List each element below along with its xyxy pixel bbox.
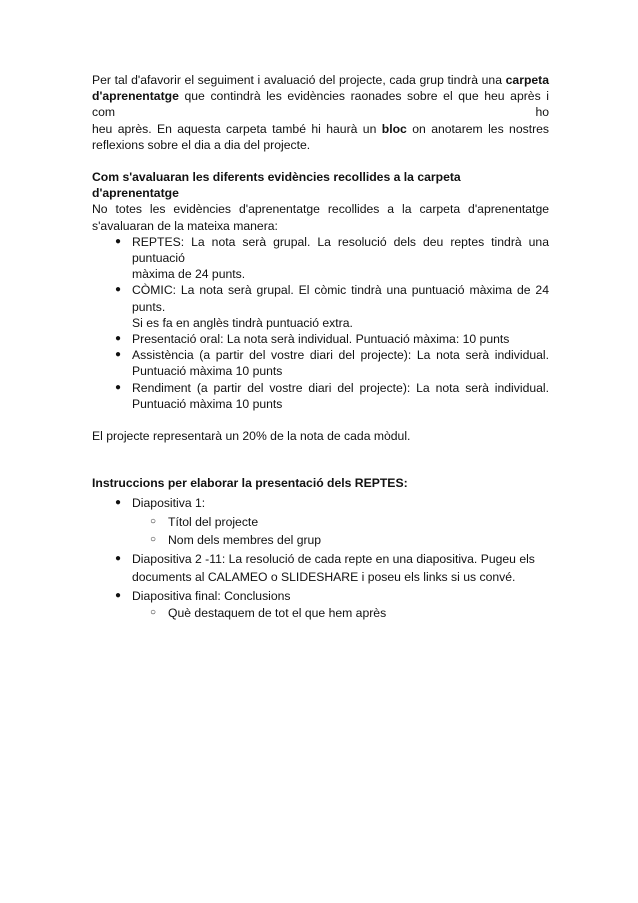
list-item-text: Diapositiva final: Conclusions bbox=[132, 588, 291, 603]
sub-list-item bbox=[132, 513, 549, 532]
sub-list bbox=[132, 513, 549, 550]
bullet-icon: ● bbox=[114, 381, 122, 393]
sub-list-item-text: Títol del projecte bbox=[168, 514, 259, 529]
bold-term-aprenentatge: d'aprenentatge bbox=[92, 89, 179, 104]
evaluation-heading: Com s'avaluaran les diferents evidències recollides a la carpeta d'aprenentatge bbox=[92, 170, 461, 201]
bullet-icon: ● bbox=[114, 589, 122, 601]
intro-line: reflexions sobre el dia a dia del projecte. bbox=[92, 137, 311, 152]
sub-list-item bbox=[132, 605, 549, 622]
list-item-text: Si es fa en anglès tindrà puntuació extra. bbox=[132, 315, 353, 330]
list-item-text: Rendiment (a partir del vostre diari del projecte): La nota serà individual. bbox=[132, 380, 549, 395]
bold-term-bloc: bloc bbox=[381, 121, 407, 136]
list-item-text: Diapositiva 1: bbox=[132, 496, 206, 511]
evaluation-intro-line: No totes les evidències d'aprenentatge recollides a la carpeta d'aprenentatge bbox=[92, 202, 549, 217]
intro-line bbox=[92, 88, 549, 120]
list-item bbox=[92, 347, 549, 379]
sub-list-item bbox=[132, 531, 549, 550]
evaluation-intro-line: s'avaluaran de la mateixa manera: bbox=[92, 218, 278, 233]
intro-text: on anotarem les nostres bbox=[412, 121, 550, 136]
hollow-bullet-icon: ○ bbox=[149, 534, 157, 546]
bullet-icon: ● bbox=[114, 284, 122, 296]
document-page bbox=[92, 72, 549, 622]
list-item-text: Puntuació màxima 10 punts bbox=[132, 364, 283, 379]
sub-list-item-text: Nom dels membres del grup bbox=[168, 533, 322, 548]
evaluation-list bbox=[92, 234, 549, 412]
list-item bbox=[92, 380, 549, 412]
list-item bbox=[92, 587, 549, 622]
instructions-heading: Instruccions per elaborar la presentació dels REPTES: bbox=[92, 476, 408, 491]
list-item bbox=[92, 331, 549, 347]
bullet-icon: ● bbox=[114, 235, 122, 247]
instructions-list bbox=[92, 494, 549, 622]
list-item bbox=[92, 494, 549, 550]
intro-paragraph bbox=[92, 72, 549, 153]
intro-line bbox=[92, 121, 549, 137]
intro-text: que contindrà les evidències raonades sobre el que heu après i com ho bbox=[92, 89, 549, 120]
bold-term-carpeta: carpeta bbox=[505, 73, 549, 87]
intro-text: heu après. En aquesta carpeta també hi haurà un bbox=[92, 121, 377, 136]
list-item-text: Presentació oral: La nota serà individual. Puntuació màxima: 10 punts bbox=[132, 332, 510, 347]
list-item-text: documents al CALAMEO o SLIDESHARE i poseu els links si us convé. bbox=[132, 570, 516, 585]
hollow-bullet-icon: ○ bbox=[149, 515, 157, 527]
bullet-icon: ● bbox=[114, 349, 122, 361]
list-item bbox=[92, 550, 549, 587]
list-item-text: Diapositiva 2 -11: La resolució de cada repte en una diapositiva. Pugeu els bbox=[132, 551, 535, 566]
list-item-text: màxima de 24 punts. bbox=[132, 267, 246, 282]
list-item-text: Puntuació màxima 10 punts bbox=[132, 396, 283, 411]
bullet-icon: ● bbox=[114, 497, 122, 509]
intro-text: Per tal d'afavorir el seguiment i avaluació del projecte, cada grup tindrà una bbox=[92, 73, 502, 87]
list-item bbox=[92, 234, 549, 283]
evaluation-closing: El projecte representarà un 20% de la nota de cada mòdul. bbox=[92, 429, 411, 444]
bullet-icon: ● bbox=[114, 333, 122, 345]
sub-list bbox=[132, 605, 549, 622]
sub-list-item-text: Què destaquem de tot el que hem après bbox=[168, 606, 387, 621]
list-item bbox=[92, 282, 549, 331]
list-item-text: CÒMIC: La nota serà grupal. El còmic tindrà una puntuació màxima de 24 punts. bbox=[132, 283, 549, 314]
list-item-text: Assistència (a partir del vostre diari del projecte): La nota serà individual. bbox=[132, 348, 549, 363]
list-item-text: REPTES: La nota serà grupal. La resolució dels deu reptes tindrà una puntuació bbox=[132, 234, 549, 266]
intro-line bbox=[92, 72, 549, 88]
bullet-icon: ● bbox=[114, 552, 122, 564]
hollow-bullet-icon: ○ bbox=[149, 607, 157, 619]
